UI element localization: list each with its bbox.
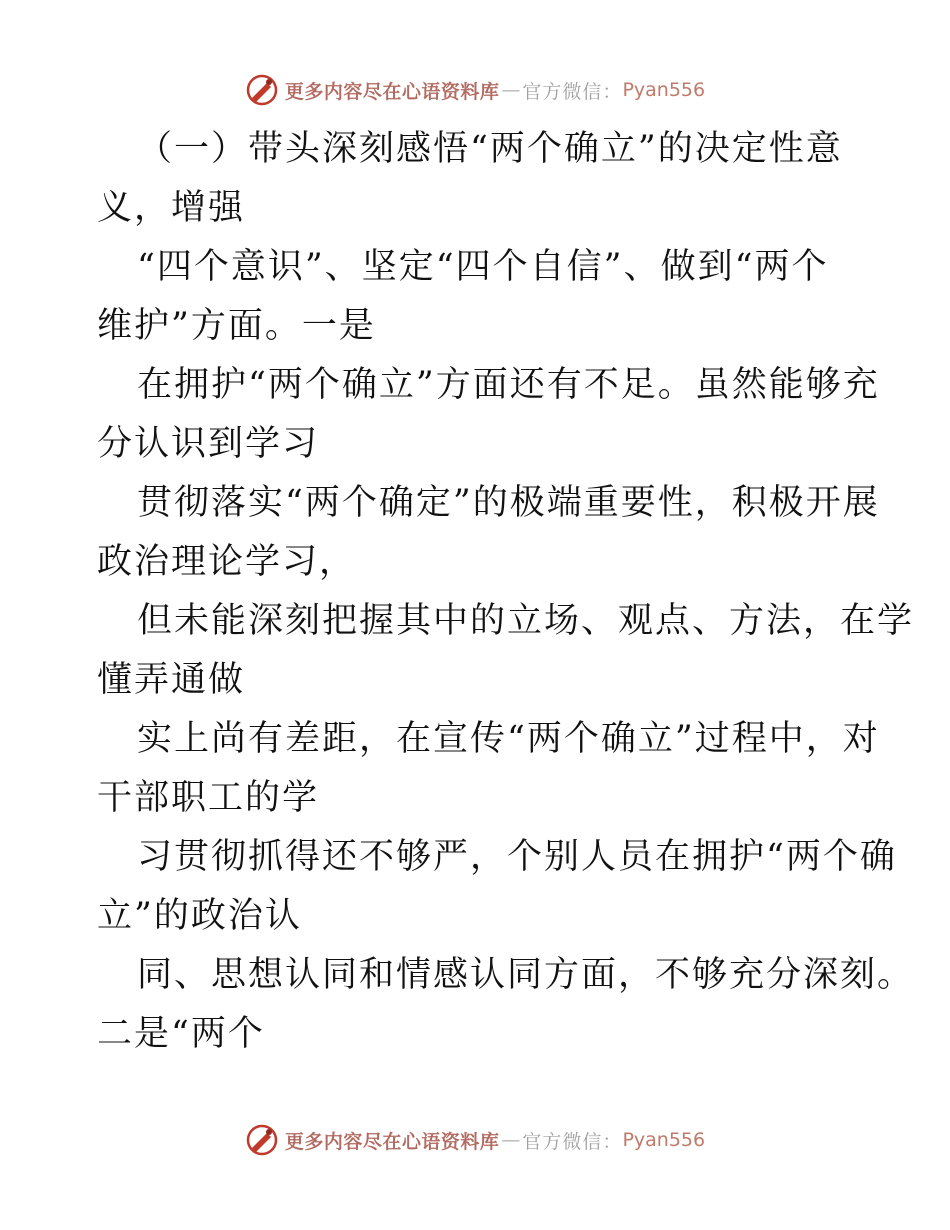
text-line: 同、思想认同和情感认同方面，不够充分深刻。: [137, 955, 915, 995]
text-line: （一）带头深刻感悟“两个确立”的决定性意: [137, 129, 843, 169]
banner-dash: —: [501, 1129, 521, 1151]
text-line: 习贯彻抓得还不够严，个别人员在拥护“两个确: [137, 837, 897, 877]
banner-official-label: 官方微信：: [522, 80, 623, 103]
text-line: 在拥护“两个确立”方面还有不足。虽然能够充: [137, 365, 880, 405]
footer-banner: [0, 1120, 950, 1160]
banner-wechat-id: Pyan556: [622, 79, 706, 101]
header-banner: [0, 70, 950, 110]
banner-official-label: 官方微信：: [522, 1130, 623, 1153]
text-line: 但未能深刻把握其中的立场、观点、方法，在学: [137, 601, 915, 641]
text-line: 政治理论学习，: [97, 542, 357, 582]
banner-brand-text: 更多内容尽在心语资料库: [284, 80, 500, 103]
text-line: 维护”方面。一是: [97, 306, 376, 346]
text-line: 二是“两个: [97, 1014, 265, 1054]
banner-brand-text: 更多内容尽在心语资料库: [284, 1130, 500, 1153]
document-body: [97, 120, 915, 1064]
text-line: 分认识到学习: [97, 424, 320, 464]
banner-wechat-id: Pyan556: [622, 1129, 706, 1151]
text-line: 干部职工的学: [97, 778, 320, 818]
text-line: 贯彻落实“两个确定”的极端重要性，积极开展: [137, 483, 880, 523]
text-line: “四个意识”、坚定“四个自信”、做到“两个: [137, 247, 829, 287]
text-line: 实上尚有差距，在宣传“两个确立”过程中，对: [137, 719, 880, 759]
pen-logo-icon: [245, 1123, 279, 1157]
pen-logo-icon: [245, 73, 279, 107]
banner-dash: —: [501, 79, 521, 101]
text-line: 义，增强: [97, 188, 246, 228]
text-line: 懂弄通做: [97, 660, 246, 700]
text-line: 立”的政治认: [97, 896, 302, 936]
